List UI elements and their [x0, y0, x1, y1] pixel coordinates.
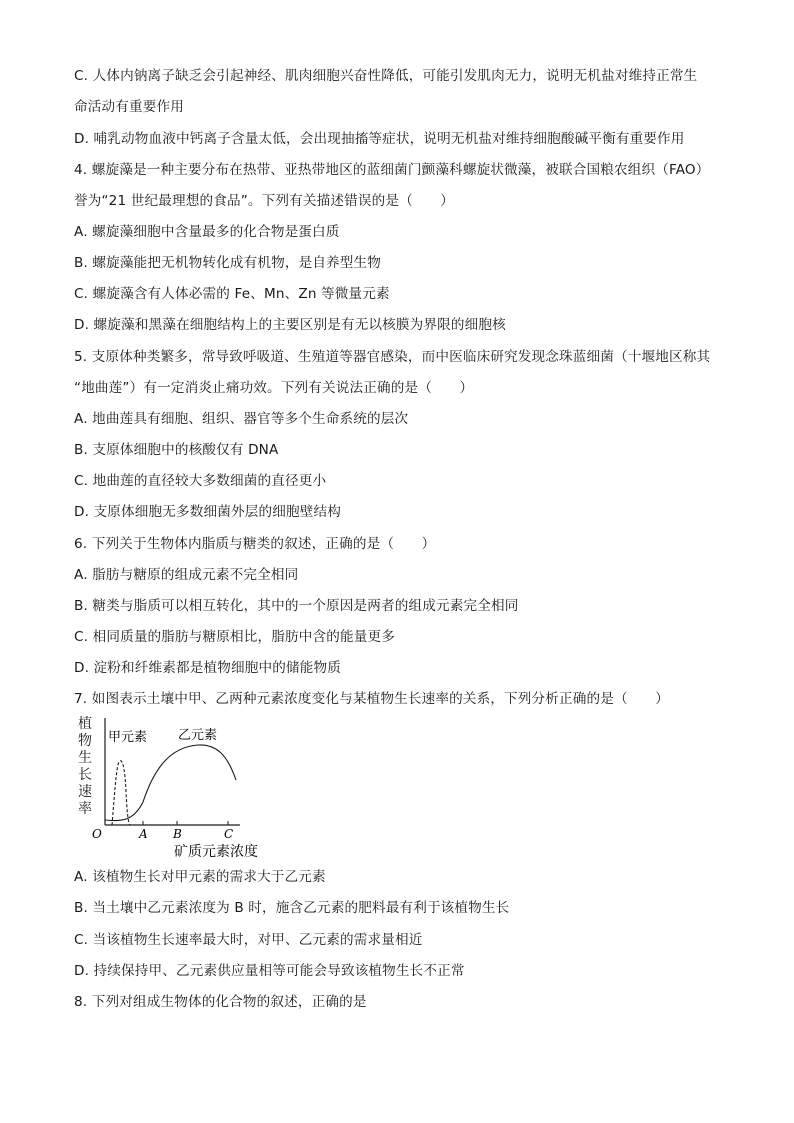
- tick-label-c: C: [224, 827, 234, 841]
- curve-yi-label: 乙元素: [178, 728, 218, 743]
- question-4-stem-cont: 誉为“21 世纪最理想的食品”。下列有关描述错误的是（ ）: [74, 193, 455, 209]
- option-a: A. 该植物生长对甲元素的需求大于乙元素: [74, 869, 326, 885]
- growth-rate-figure: [78, 712, 278, 862]
- option-c: C. 当该植物生长速率最大时，对甲、乙元素的需求量相近: [74, 932, 423, 948]
- question-7-stem: 7. 如图表示土壤中甲、乙两种元素浓度变化与某植物生长速率的关系，下列分析正确的是（ ）: [74, 691, 669, 707]
- question-8-stem: 8. 下列对组成生物体的化合物的叙述，正确的是: [74, 994, 367, 1010]
- option-b: B. 糖类与脂质可以相互转化，其中的一个原因是两者的组成元素完全相同: [74, 598, 519, 614]
- x-axis-label: 矿质元素浓度: [174, 844, 258, 860]
- curve-yi: [105, 745, 236, 821]
- question-5-stem-cont: “地曲莲”）有一定消炎止痛功效。下列有关说法正确的是（ ）: [74, 380, 474, 396]
- text-line: C. 人体内钠离子缺乏会引起神经、肌肉细胞兴奋性降低，可能引发肌肉无力，说明无机盐对维持正常生: [74, 68, 698, 84]
- option-a: A. 地曲莲具有细胞、组织、器官等多个生命系统的层次: [74, 411, 409, 427]
- option-b: B. 螺旋藻能把无机物转化成有机物，是自养型生物: [74, 255, 382, 271]
- tick-label-b: B: [173, 827, 182, 841]
- text-line: D. 哺乳动物血液中钙离子含量太低，会出现抽搐等症状，说明无机盐对维持细胞酸碱平衡有重要作用: [74, 131, 685, 147]
- option-c: C. 地曲莲的直径较大多数细菌的直径更小: [74, 473, 327, 489]
- option-a: A. 脂肪与糖原的组成元素不完全相同: [74, 567, 299, 583]
- curve-jia-label: 甲元素: [108, 730, 148, 745]
- y-axis-label-char: 长: [78, 767, 92, 783]
- option-b: B. 当土壤中乙元素浓度为 B 时，施含乙元素的肥料最有利于该植物生长: [74, 900, 510, 916]
- option-d: D. 支原体细胞无多数细菌外层的细胞壁结构: [74, 504, 341, 520]
- question-6-stem: 6. 下列关于生物体内脂质与糖类的叙述，正确的是（ ）: [74, 536, 436, 552]
- option-b: B. 支原体细胞中的核酸仅有 DNA: [74, 442, 279, 458]
- y-axis-label-char: 速: [78, 784, 92, 800]
- curve-jia: [112, 761, 130, 825]
- question-4-stem: 4. 螺旋藻是一种主要分布在热带、亚热带地区的蓝细菌门颤藻科螺旋状微藻，被联合国粮农组织（FAO）: [74, 162, 710, 178]
- option-d: D. 持续保持甲、乙元素供应量相等可能会导致该植物生长不正常: [74, 963, 465, 979]
- y-axis-label-char: 生: [78, 750, 92, 766]
- y-axis-label-char: 物: [78, 733, 92, 749]
- option-d: D. 螺旋藻和黑藻在细胞结构上的主要区别是有无以核膜为界限的细胞核: [74, 317, 506, 333]
- tick-label-a: A: [139, 827, 148, 841]
- option-a: A. 螺旋藻细胞中含量最多的化合物是蛋白质: [74, 224, 340, 240]
- y-axis-label-char: 植: [78, 716, 92, 732]
- option-c: C. 相同质量的脂肪与糖原相比，脂肪中含的能量更多: [74, 629, 395, 645]
- origin-label: O: [92, 827, 102, 841]
- y-axis-label-char: 率: [78, 801, 92, 817]
- question-5-stem: 5. 支原体种类繁多，常导致呼吸道、生殖道等器官感染，而中医临床研究发现念珠蓝细菌（十堰地区称其: [74, 349, 711, 365]
- text-line: 命活动有重要作用: [74, 99, 184, 115]
- option-d: D. 淀粉和纤维素都是植物细胞中的储能物质: [74, 660, 341, 676]
- option-c: C. 螺旋藻含有人体必需的 Fe、Mn、Zn 等微量元素: [74, 286, 390, 302]
